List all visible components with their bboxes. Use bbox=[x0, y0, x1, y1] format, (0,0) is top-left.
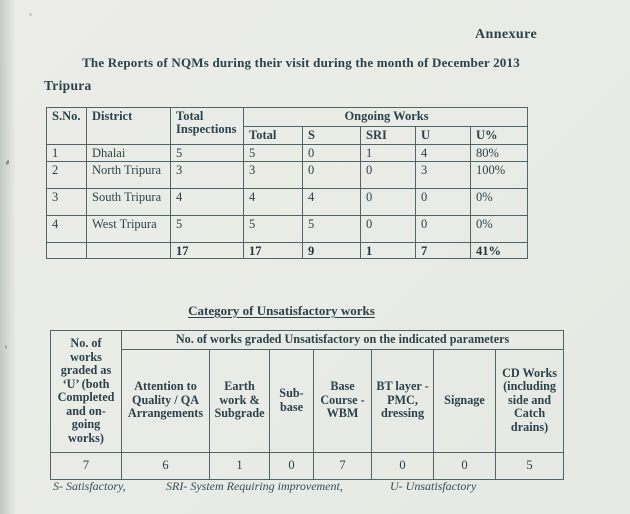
header-cell-district: District bbox=[87, 108, 171, 145]
value-earthwork-subgrade: 1 bbox=[210, 452, 270, 479]
cell-district: South Tripura bbox=[87, 189, 171, 216]
value-attention-quality: 6 bbox=[122, 452, 210, 479]
header-cell-total: Total bbox=[244, 127, 303, 145]
cell-sno: 3 bbox=[47, 189, 87, 216]
cell-total: 3 bbox=[244, 162, 303, 189]
cell-s: 0 bbox=[303, 145, 361, 162]
header-cell-s: S bbox=[303, 127, 361, 145]
header-cell-graded-u: No. of works graded as ‘U’ (both Completed and on-going works) bbox=[51, 331, 122, 453]
cell-total: 5 bbox=[244, 216, 303, 243]
value-signage: 0 bbox=[434, 452, 496, 479]
header-cell-bt-layer: BT layer - PMC, dressing bbox=[372, 349, 434, 452]
legend-satisfactory: S- Satisfactory, bbox=[53, 479, 126, 493]
cell-u: 4 bbox=[416, 145, 471, 162]
cell-u-pct: 0% bbox=[471, 216, 528, 243]
cell-u: 0 bbox=[416, 189, 471, 216]
cell-sri: 1 bbox=[361, 145, 416, 162]
scan-speck bbox=[5, 345, 7, 349]
category-header-row-1 bbox=[51, 331, 564, 350]
cell-inspections: 5 bbox=[171, 216, 244, 243]
scan-speck bbox=[29, 13, 32, 16]
header-cell-earthwork-subgrade: Earth work & Subgrade bbox=[210, 349, 270, 452]
annexure-label: Annexure bbox=[475, 27, 538, 42]
header-cell-ongoing-works: Ongoing Works bbox=[244, 108, 528, 127]
value-sub-base: 0 bbox=[270, 452, 314, 479]
value-cd-works: 5 bbox=[496, 452, 564, 479]
header-cell-signage: Signage bbox=[434, 349, 496, 452]
category-values-row bbox=[51, 452, 564, 479]
total-ongoing-value: 17 bbox=[244, 243, 303, 259]
header-cell-attention-quality: Attention to Quality / QA Arrangements bbox=[122, 349, 210, 452]
value-bt-layer: 0 bbox=[372, 452, 434, 479]
district-row-north-tripura bbox=[47, 162, 528, 189]
header-cell-sri: SRI bbox=[361, 127, 416, 145]
header-cell-sub-base: Sub-base bbox=[270, 349, 314, 452]
cell-u-pct: 0% bbox=[471, 189, 528, 216]
unsatisfactory-category-table bbox=[50, 330, 564, 480]
district-row-west-tripura bbox=[47, 216, 528, 243]
inspections-table bbox=[46, 107, 528, 259]
cell-blank bbox=[87, 243, 171, 259]
header-cell-params-span: No. of works graded Unsatisfactory on the indicated parameters bbox=[122, 331, 564, 350]
cell-sno: 1 bbox=[47, 145, 87, 162]
cell-sno: 4 bbox=[47, 216, 87, 243]
total-s-value: 9 bbox=[303, 243, 361, 259]
header-cell-u: U bbox=[416, 127, 471, 145]
totals-row bbox=[47, 243, 528, 259]
cell-inspections: 4 bbox=[171, 189, 244, 216]
region-label: Tripura bbox=[44, 78, 92, 93]
district-row-south-tripura bbox=[47, 189, 528, 216]
cell-u: 0 bbox=[416, 216, 471, 243]
value-graded-u: 7 bbox=[51, 452, 122, 479]
legend-footnote bbox=[0, 479, 630, 495]
header-cell-base-course-wbm: Base Course - WBM bbox=[314, 349, 372, 452]
cell-u-pct: 80% bbox=[471, 145, 528, 162]
cell-blank bbox=[47, 243, 87, 259]
value-base-course-wbm: 7 bbox=[314, 452, 372, 479]
header-cell-u-pct: U% bbox=[471, 127, 528, 145]
scan-edge-shadow bbox=[0, 0, 16, 514]
legend-sri: SRI- System Requiring improvement, bbox=[166, 479, 343, 493]
cell-s: 4 bbox=[303, 189, 361, 216]
header-cell-total-inspections: Total Inspections bbox=[171, 108, 244, 145]
cell-district: North Tripura bbox=[87, 162, 171, 189]
cell-s: 5 bbox=[303, 216, 361, 243]
cell-total: 4 bbox=[244, 189, 303, 216]
cell-inspections: 3 bbox=[171, 162, 244, 189]
total-u-pct-value: 41% bbox=[471, 243, 528, 259]
cell-u: 3 bbox=[416, 162, 471, 189]
cell-s: 0 bbox=[303, 162, 361, 189]
cell-sno: 2 bbox=[47, 162, 87, 189]
legend-unsatisfactory: U- Unsatisfactory bbox=[390, 479, 477, 493]
header-cell-cd-works: CD Works (including side and Catch drains) bbox=[496, 349, 564, 452]
scan-speck bbox=[5, 160, 10, 166]
cell-district: Dhalai bbox=[87, 145, 171, 162]
category-header-row-2 bbox=[51, 349, 564, 452]
cell-sri: 0 bbox=[361, 216, 416, 243]
cell-u-pct: 100% bbox=[471, 162, 528, 189]
cell-district: West Tripura bbox=[87, 216, 171, 243]
district-row-dhalai bbox=[47, 145, 528, 162]
document-title: The Reports of NQMs during their visit during the month of December 2013 bbox=[82, 55, 520, 70]
cell-sri: 0 bbox=[361, 162, 416, 189]
header-cell-sno: S.No. bbox=[47, 108, 87, 145]
total-sri-value: 1 bbox=[361, 243, 416, 259]
cell-total: 5 bbox=[244, 145, 303, 162]
category-section-title: Category of Unsatisfactory works bbox=[188, 303, 375, 318]
inspections-header-row-1 bbox=[47, 108, 528, 127]
total-inspections-value: 17 bbox=[171, 243, 244, 259]
cell-inspections: 5 bbox=[171, 145, 244, 162]
cell-sri: 0 bbox=[361, 189, 416, 216]
total-u-value: 7 bbox=[416, 243, 471, 259]
